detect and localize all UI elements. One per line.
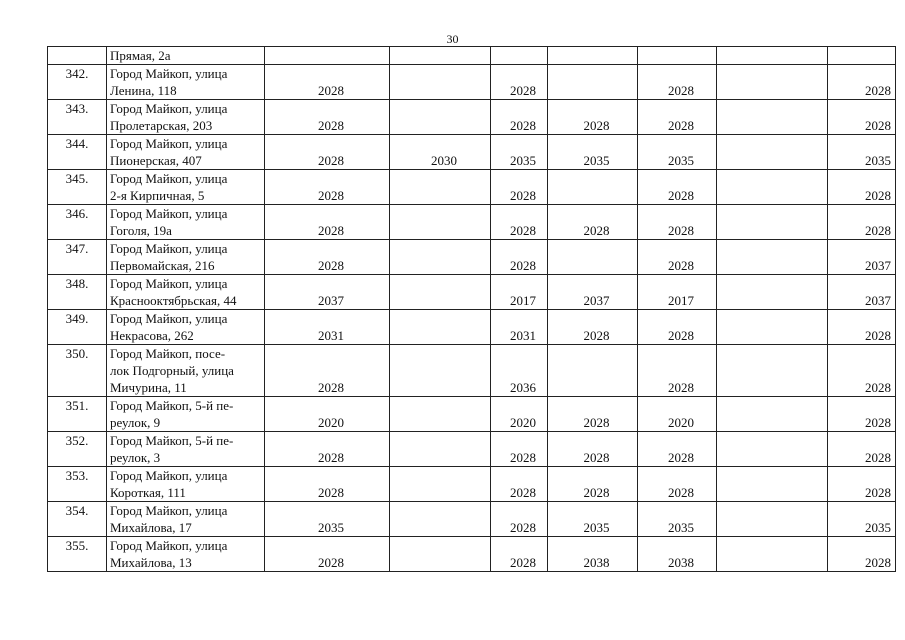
year-value-cell: 2028 [491,100,548,135]
year-value-cell: 2035 [828,502,896,537]
table-row [48,205,896,240]
year-value-cell [717,65,828,100]
year-value-cell [717,205,828,240]
address-line: Город Майкоп, улица [110,276,228,291]
row-number-cell: 353. [48,467,107,502]
address-line: Михайлова, 13 [110,555,192,570]
table-row [48,135,896,170]
year-value-cell: 2028 [828,467,896,502]
year-value-cell [717,397,828,432]
address-line: Краснооктябрьская, 44 [110,293,237,308]
year-value-cell: 2028 [265,467,390,502]
address-line: Город Майкоп, улица [110,468,228,483]
year-value-cell: 2038 [638,537,717,572]
year-value-cell: 2038 [548,537,638,572]
address-line: Город Майкоп, улица [110,311,228,326]
year-value-cell: 2035 [548,502,638,537]
address-line: Город Майкоп, улица [110,538,228,553]
year-value-cell: 2030 [390,135,491,170]
row-number-cell: 346. [48,205,107,240]
year-value-cell [390,432,491,467]
year-value-cell [548,170,638,205]
row-number-cell: 355. [48,537,107,572]
year-value-cell: 2037 [548,275,638,310]
year-value-cell: 2028 [828,65,896,100]
table-row [48,345,896,397]
year-value-cell [717,537,828,572]
address-line: Некрасова, 262 [110,328,194,343]
year-value-cell: 2028 [548,432,638,467]
year-value-cell [717,275,828,310]
year-value-cell: 2035 [491,135,548,170]
year-value-cell [390,65,491,100]
address-line: Пролетарская, 203 [110,118,213,133]
address-line: Город Майкоп, улица [110,66,228,81]
address-line: Гоголя, 19а [110,223,172,238]
address-line: лок Подгорный, улица [110,363,234,378]
year-value-cell: 2028 [638,345,717,397]
year-value-cell: 2028 [491,65,548,100]
year-value-cell: 2037 [828,275,896,310]
table-row [48,240,896,275]
year-value-cell: 2028 [265,100,390,135]
year-value-cell: 2035 [638,502,717,537]
year-value-cell [390,502,491,537]
year-value-cell [390,345,491,397]
year-value-cell: 2028 [638,65,717,100]
year-value-cell [390,205,491,240]
address-cell [107,47,265,65]
year-value-cell: 2031 [265,310,390,345]
year-value-cell: 2028 [548,310,638,345]
address-line: Прямая, 2а [110,48,171,63]
year-value-cell: 2028 [265,345,390,397]
table-row [48,310,896,345]
year-value-cell: 2028 [828,100,896,135]
row-number-cell: 345. [48,170,107,205]
table-row [48,397,896,432]
row-number-cell: 349. [48,310,107,345]
table-row [48,275,896,310]
year-value-cell: 2028 [491,432,548,467]
address-line: Город Майкоп, улица [110,171,228,186]
address-cell [107,170,265,205]
year-value-cell: 2028 [491,170,548,205]
table-row [48,537,896,572]
year-value-cell [717,170,828,205]
year-value-cell: 2028 [828,345,896,397]
year-value-cell [390,100,491,135]
year-value-cell: 2028 [491,205,548,240]
page-number: 30 [446,32,459,46]
address-cell [107,205,265,240]
address-line: реулок, 9 [110,415,161,430]
address-line: Город Майкоп, улица [110,503,228,518]
address-cell [107,467,265,502]
year-value-cell [548,345,638,397]
row-number-cell: 350. [48,345,107,397]
year-value-cell [548,65,638,100]
year-value-cell: 2028 [638,432,717,467]
row-number-cell: 352. [48,432,107,467]
year-value-cell: 2031 [491,310,548,345]
year-value-cell: 2028 [491,502,548,537]
year-value-cell [390,467,491,502]
year-value-cell: 2028 [828,537,896,572]
year-value-cell [717,310,828,345]
address-cell [107,537,265,572]
year-value-cell [390,240,491,275]
year-value-cell: 2028 [548,205,638,240]
value-cell [390,47,491,65]
address-cell [107,240,265,275]
row-number-cell: 354. [48,502,107,537]
address-line: Город Майкоп, улица [110,206,228,221]
address-cell [107,135,265,170]
year-value-cell: 2028 [265,135,390,170]
table-row [48,100,896,135]
year-value-cell [717,100,828,135]
year-value-cell: 2028 [638,170,717,205]
address-line: Михайлова, 17 [110,520,192,535]
value-cell [265,47,390,65]
value-cell [548,47,638,65]
address-line: Город Майкоп, улица [110,136,228,151]
address-line: Мичурина, 11 [110,380,187,395]
row-number-cell: 344. [48,135,107,170]
value-cell [717,47,828,65]
year-value-cell: 2028 [828,205,896,240]
address-line: Пионерская, 407 [110,153,202,168]
year-value-cell [390,537,491,572]
year-value-cell [717,502,828,537]
address-line: Город Майкоп, 5-й пе- [110,433,234,448]
year-value-cell: 2028 [265,65,390,100]
address-cell [107,502,265,537]
year-value-cell: 2028 [548,467,638,502]
table-row [48,467,896,502]
address-cell [107,275,265,310]
year-value-cell: 2028 [491,467,548,502]
value-cell [638,47,717,65]
address-line: Первомайская, 216 [110,258,215,273]
row-number-cell: 343. [48,100,107,135]
year-value-cell: 2036 [491,345,548,397]
address-line: 2-я Кирпичная, 5 [110,188,205,203]
year-value-cell: 2028 [548,100,638,135]
year-value-cell [717,240,828,275]
address-cell [107,65,265,100]
year-value-cell [390,310,491,345]
carry-over-row [48,47,896,65]
year-value-cell: 2028 [265,240,390,275]
address-line: Ленина, 118 [110,83,177,98]
value-cell [828,47,896,65]
year-value-cell: 2035 [265,502,390,537]
year-value-cell: 2017 [638,275,717,310]
address-cell [107,100,265,135]
year-value-cell: 2037 [265,275,390,310]
year-value-cell [548,240,638,275]
year-value-cell [390,170,491,205]
year-value-cell: 2035 [828,135,896,170]
year-value-cell: 2037 [828,240,896,275]
year-value-cell: 2028 [828,397,896,432]
table-row [48,170,896,205]
year-value-cell: 2028 [638,240,717,275]
year-value-cell: 2028 [491,537,548,572]
address-cell [107,432,265,467]
address-line: Город Майкоп, улица [110,101,228,116]
year-value-cell: 2028 [265,432,390,467]
year-value-cell: 2028 [828,170,896,205]
table-body [48,47,896,572]
table-row [48,432,896,467]
row-number-cell: 342. [48,65,107,100]
year-value-cell [390,275,491,310]
year-value-cell: 2035 [638,135,717,170]
address-line: Короткая, 111 [110,485,186,500]
year-value-cell: 2028 [265,205,390,240]
year-value-cell: 2028 [638,205,717,240]
year-value-cell: 2020 [491,397,548,432]
year-value-cell: 2017 [491,275,548,310]
year-value-cell: 2028 [828,432,896,467]
address-cell [107,310,265,345]
housing-repair-schedule-table [47,46,896,572]
address-cell [107,345,265,397]
year-value-cell [390,397,491,432]
address-line: Город Майкоп, посе- [110,346,226,361]
year-value-cell: 2028 [265,537,390,572]
year-value-cell: 2028 [638,467,717,502]
year-value-cell: 2028 [638,100,717,135]
address-line: Город Майкоп, 5-й пе- [110,398,234,413]
year-value-cell: 2020 [638,397,717,432]
table-row [48,502,896,537]
address-line: Город Майкоп, улица [110,241,228,256]
row-number-cell [48,47,107,65]
year-value-cell: 2028 [491,240,548,275]
year-value-cell [717,467,828,502]
row-number-cell: 347. [48,240,107,275]
address-line: реулок, 3 [110,450,161,465]
year-value-cell: 2028 [828,310,896,345]
year-value-cell: 2028 [265,170,390,205]
row-number-cell: 351. [48,397,107,432]
year-value-cell: 2028 [638,310,717,345]
year-value-cell [717,135,828,170]
year-value-cell: 2035 [548,135,638,170]
table-row [48,65,896,100]
address-cell [107,397,265,432]
year-value-cell [717,345,828,397]
row-number-cell: 348. [48,275,107,310]
year-value-cell [717,432,828,467]
year-value-cell: 2028 [548,397,638,432]
value-cell [491,47,548,65]
year-value-cell: 2020 [265,397,390,432]
